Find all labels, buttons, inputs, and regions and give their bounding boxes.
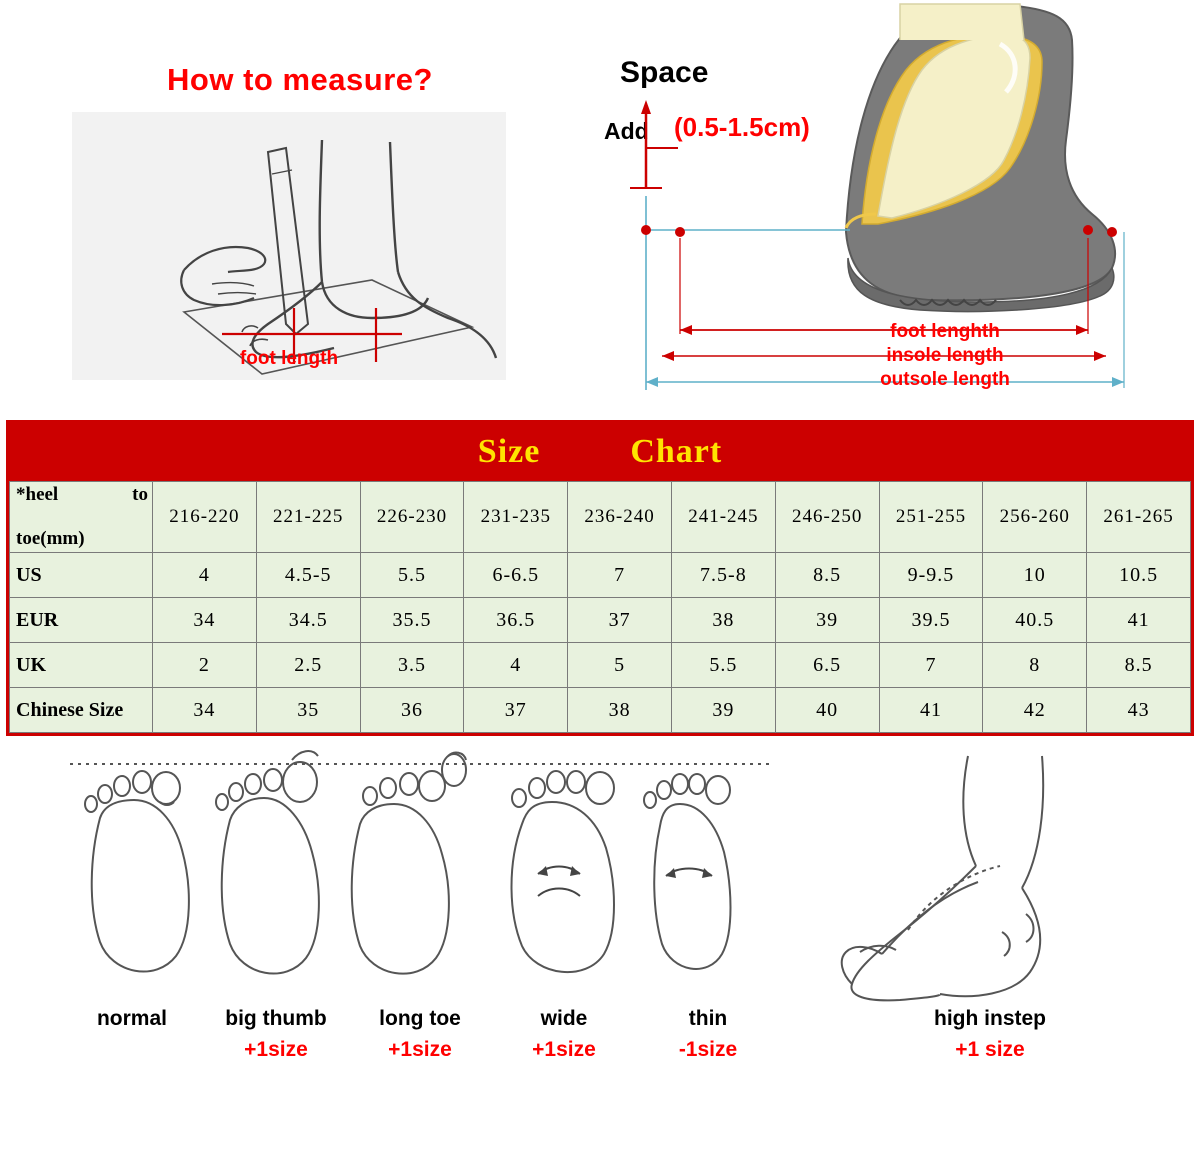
size-cell: 37 <box>568 598 672 643</box>
size-cell: 36 <box>360 688 464 733</box>
size-cell: 40 <box>775 688 879 733</box>
foot-type-wide <box>492 1004 636 1066</box>
size-cell: 8.5 <box>1087 643 1191 688</box>
how-to-measure-panel <box>0 0 600 420</box>
foot-type-normal-name: normal <box>96 1007 167 1030</box>
size-row-label: EUR <box>10 598 153 643</box>
size-chart-header <box>9 423 1191 481</box>
size-cell: 41 <box>1087 598 1191 643</box>
table-row <box>10 688 1191 733</box>
table-row <box>10 598 1191 643</box>
size-cell: 39.5 <box>879 598 983 643</box>
foot-type-big-thumb-advice: +1size <box>244 1038 308 1061</box>
size-column-header: 251-255 <box>879 482 983 553</box>
size-column-header: 236-240 <box>568 482 672 553</box>
size-cell: 7 <box>879 643 983 688</box>
size-cell: 5 <box>568 643 672 688</box>
foot-type-normal <box>60 1004 204 1066</box>
foot-type-thin-name: thin <box>688 1007 728 1030</box>
size-cell: 5.5 <box>671 643 775 688</box>
size-column-header: 246-250 <box>775 482 879 553</box>
instep-labels <box>790 1004 1190 1066</box>
size-cell: 40.5 <box>983 598 1087 643</box>
size-cell: 8.5 <box>775 553 879 598</box>
size-row-label: Chinese Size <box>10 688 153 733</box>
add-word: Add <box>604 118 649 144</box>
foot-shapes-illustration <box>60 746 780 1006</box>
foot-shape-thin <box>644 774 731 969</box>
size-chart-table <box>9 481 1191 733</box>
size-row-label: UK <box>10 643 153 688</box>
instep-advice: +1 size <box>955 1038 1025 1061</box>
size-cell: 5.5 <box>360 553 464 598</box>
size-cell: 35.5 <box>360 598 464 643</box>
size-cell: 35 <box>256 688 360 733</box>
foot-length-label: foot length <box>239 348 339 369</box>
foot-type-wide-advice: +1size <box>532 1038 596 1061</box>
size-column-header: 216-220 <box>153 482 257 553</box>
size-cell: 36.5 <box>464 598 568 643</box>
foot-shape-big-thumb <box>216 751 319 973</box>
foot-type-wide-name: wide <box>540 1007 588 1030</box>
how-to-measure-title: How to measure? <box>167 62 433 97</box>
size-cell: 43 <box>1087 688 1191 733</box>
size-cell: 34 <box>153 688 257 733</box>
foot-type-long-toe-advice: +1size <box>388 1038 452 1061</box>
foot-type-guide <box>0 746 1200 1096</box>
size-cell: 34 <box>153 598 257 643</box>
size-cell: 8 <box>983 643 1087 688</box>
foot-type-big-thumb-name: big thumb <box>225 1007 327 1030</box>
table-row <box>10 553 1191 598</box>
table-row <box>10 643 1191 688</box>
legend-insole-length: insole length <box>886 345 1004 366</box>
size-cell: 7 <box>568 553 672 598</box>
size-chart-title-right: Chart <box>630 433 723 470</box>
size-cell: 9-9.5 <box>879 553 983 598</box>
foot-type-thin-advice: -1size <box>678 1038 738 1061</box>
high-instep-foot-icon <box>842 756 1043 1000</box>
foot-type-labels <box>60 1004 780 1066</box>
space-word: Space <box>620 56 709 89</box>
size-cell: 2.5 <box>256 643 360 688</box>
size-row-label: US <box>10 553 153 598</box>
measure-illustration <box>72 112 506 380</box>
space-allowance-panel <box>600 0 1200 420</box>
size-column-header: 256-260 <box>983 482 1087 553</box>
foot-tracing-icon <box>72 112 506 380</box>
measurement-illustrations <box>0 0 1200 420</box>
foot-shape-long-toe <box>352 753 466 974</box>
foot-type-long-toe <box>348 1004 492 1066</box>
size-cell: 38 <box>568 688 672 733</box>
size-cell: 10.5 <box>1087 553 1191 598</box>
size-cell: 4 <box>153 553 257 598</box>
instep-name: high instep <box>934 1007 1046 1030</box>
size-cell: 42 <box>983 688 1087 733</box>
size-cell: 41 <box>879 688 983 733</box>
size-cell: 37 <box>464 688 568 733</box>
size-cell: 34.5 <box>256 598 360 643</box>
size-chart <box>6 420 1194 736</box>
size-cell: 39 <box>775 598 879 643</box>
size-column-header: 231-235 <box>464 482 568 553</box>
foot-shape-normal <box>85 771 189 972</box>
size-column-header: 241-245 <box>671 482 775 553</box>
legend-foot-length: foot lenghth <box>890 321 1000 342</box>
size-chart-title-left: Size <box>477 433 541 470</box>
size-cell: 3.5 <box>360 643 464 688</box>
size-column-header: 226-230 <box>360 482 464 553</box>
foot-shape-wide <box>512 771 615 972</box>
size-column-header: 221-225 <box>256 482 360 553</box>
heel-to-toe-header: *heel to toe(mm) <box>10 482 153 553</box>
size-cell: 6-6.5 <box>464 553 568 598</box>
space-range-value: (0.5-1.5cm) <box>674 112 810 142</box>
foot-type-long-toe-name: long toe <box>379 1007 461 1030</box>
high-instep-illustration <box>790 746 1190 1006</box>
size-cell: 7.5-8 <box>671 553 775 598</box>
size-cell: 10 <box>983 553 1087 598</box>
size-cell: 4 <box>464 643 568 688</box>
foot-type-thin <box>636 1004 780 1066</box>
size-cell: 38 <box>671 598 775 643</box>
size-table-header-row <box>10 482 1191 553</box>
size-column-header: 261-265 <box>1087 482 1191 553</box>
legend-outsole-length: outsole length <box>880 369 1010 390</box>
foot-type-big-thumb <box>204 1004 348 1066</box>
size-cell: 4.5-5 <box>256 553 360 598</box>
measurement-legend <box>785 320 1105 392</box>
size-cell: 2 <box>153 643 257 688</box>
size-cell: 39 <box>671 688 775 733</box>
size-cell: 6.5 <box>775 643 879 688</box>
